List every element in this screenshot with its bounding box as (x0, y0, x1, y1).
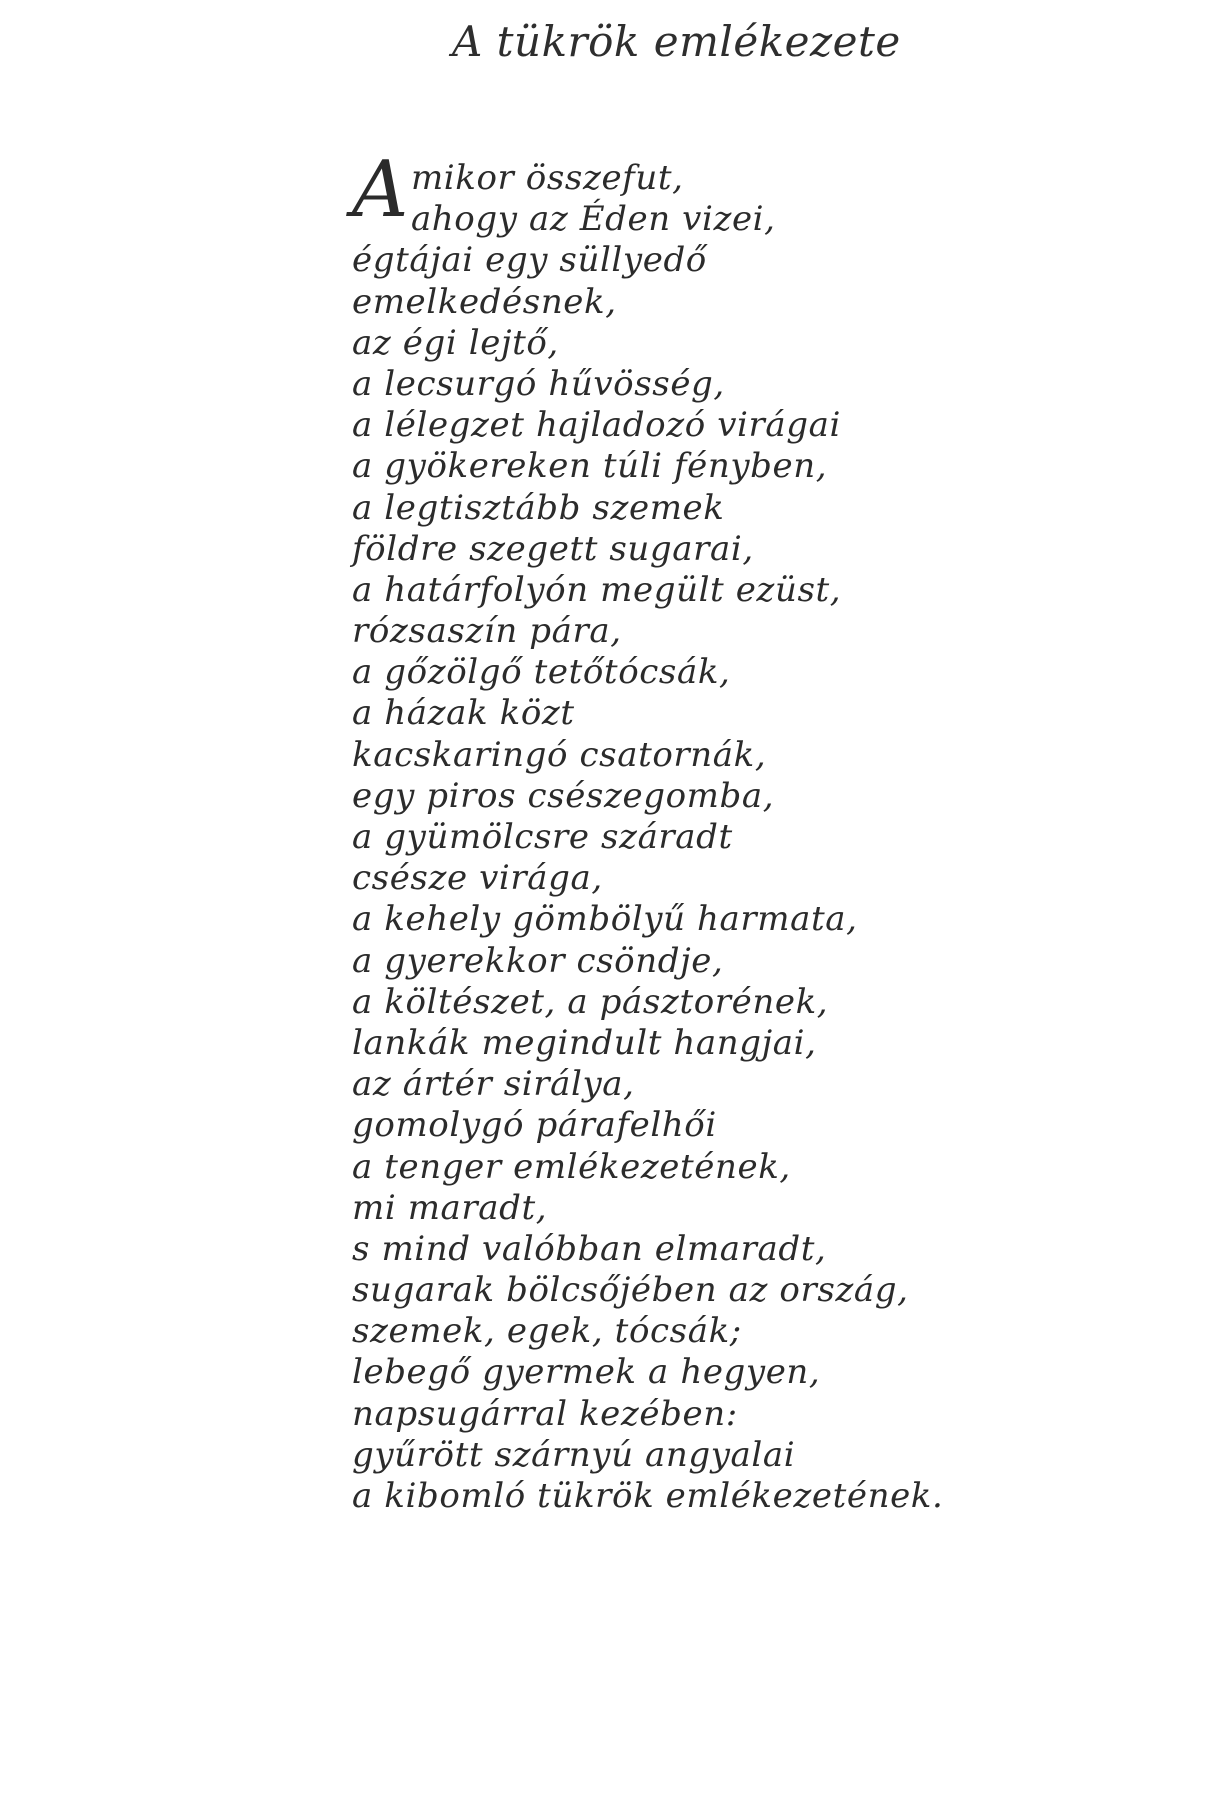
poem-line: az égi lejtő, (352, 322, 559, 363)
drop-cap: A (352, 145, 409, 235)
poem-line: gomolygó párafelhői (352, 1105, 717, 1146)
poem-line: a gyökereken túli fényben, (352, 446, 828, 487)
poem-line: kacskaringó csatornák, (352, 734, 767, 775)
poem-body (352, 145, 1212, 1517)
poem-line: földre szegett sugarai, (352, 528, 754, 569)
poem-line: emelkedésnek, (352, 281, 617, 322)
poem-line: a gőzölgő tetőtócsák, (352, 652, 731, 693)
poem-line: lankák megindult hangjai, (352, 1022, 817, 1063)
poem-line: a lélegzet hajladozó virágai (352, 405, 841, 446)
poem-line: az ártér sirálya, (352, 1064, 635, 1105)
poem-line: ahogy az Éden vizei, (410, 199, 776, 240)
poem-line: mi maradt, (352, 1187, 548, 1228)
poem-line: a lecsurgó hűvösség, (352, 363, 725, 404)
poem-line: egy piros csészegomba, (352, 775, 775, 816)
poem-line: a kehely gömbölyű harmata, (352, 899, 858, 940)
poem-line: a határfolyón megült ezüst, (352, 569, 842, 610)
poem-line: a gyümölcsre száradt (352, 817, 733, 857)
poem-line: a gyerekkor csöndje, (352, 940, 724, 981)
poem-line: s mind valóbban elmaradt, (352, 1228, 827, 1269)
poem-line: a kibomló tükrök emlékezetének. (352, 1476, 944, 1516)
poem-line: rózsaszín pára, (352, 611, 622, 652)
poem-line: a legtisztább szemek (352, 487, 725, 528)
poem-line: gyűrött szárnyú angyalai (352, 1434, 796, 1475)
poem-line: szemek, egek, tócsák; (352, 1311, 742, 1352)
poem-line: a házak közt (352, 693, 575, 734)
poem-line: égtájai egy süllyedő (352, 240, 707, 281)
poem-line: a tenger emlékezetének, (352, 1146, 791, 1187)
poem-line: a költészet, a pásztorének, (352, 981, 829, 1022)
poem-line: sugarak bölcsőjében az ország, (352, 1270, 909, 1311)
first-line-text: mikor összefut, (410, 158, 684, 198)
poem-title: A tükrök emlékezete (452, 17, 901, 66)
poem-line: lebegő gyermek a hegyen, (352, 1352, 821, 1393)
poem-line: csésze virága, (352, 858, 603, 899)
poem-line: napsugárral kezében: (352, 1393, 738, 1434)
